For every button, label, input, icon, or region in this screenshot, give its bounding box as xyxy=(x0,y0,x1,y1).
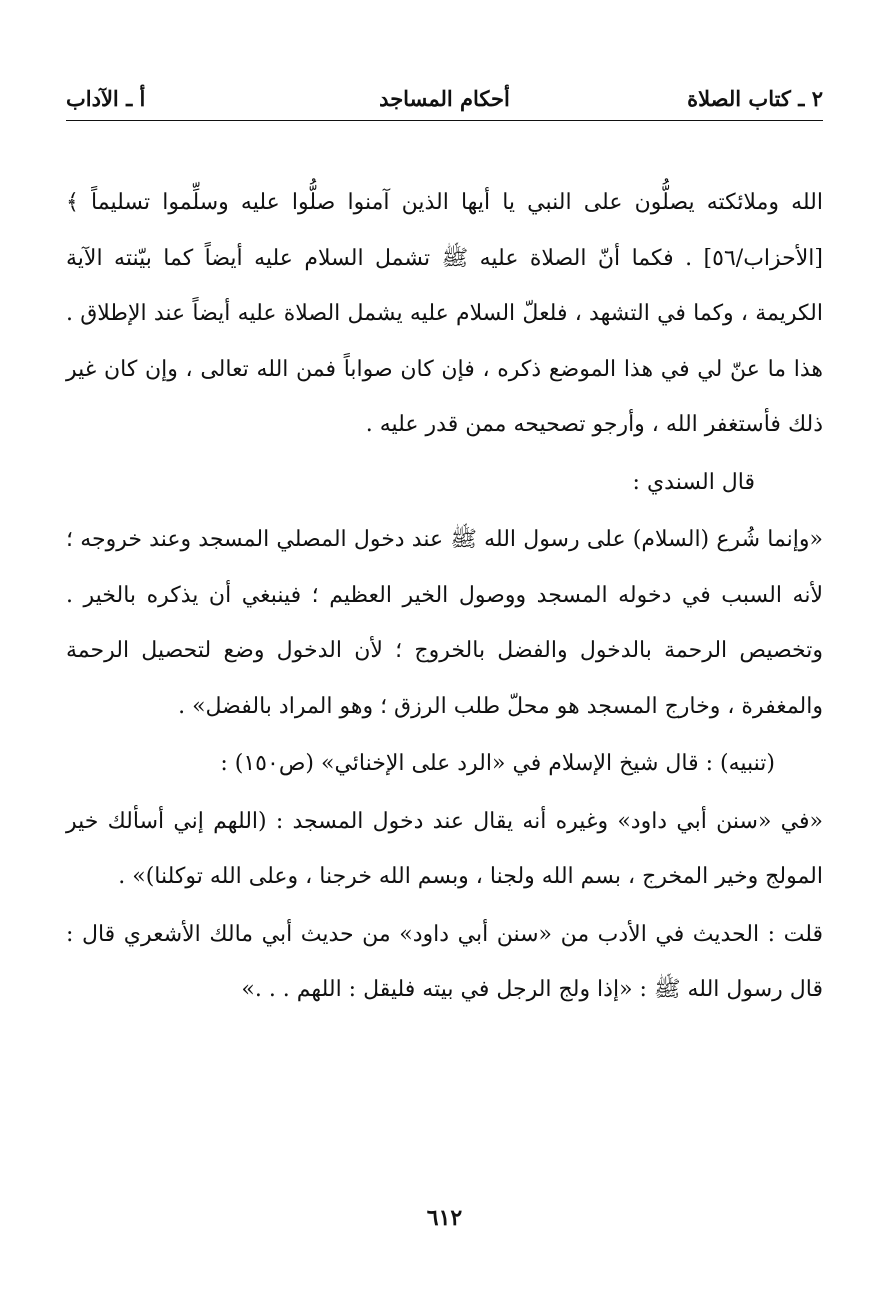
paragraph-author-comment: قلت : الحديث في الأدب من «سنن أبي داود» من حديث أبي مالك الأشعري قال : قال رسول الله ﷺ : «إذا ولج الرجل في بيته فليقل : اللهم . . .» xyxy=(66,921,823,1002)
paragraph-abu-dawud-quote: «في «سنن أبي داود» وغيره أنه يقال عند دخول المسجد : (اللهم إني أسألك خير المولج وخير المخرج ، بسم الله ولجنا ، وبسم الله خرجنا ، وعلى الله توكلنا)» . xyxy=(66,808,823,889)
paragraph-verse-discussion: الله وملائكته يصلُّون على النبي يا أيها الذين آمنوا صلُّوا عليه وسلِّموا تسليماً ﴾ [الأحزاب/٥٦] . فكما أنّ الصلاة عليه ﷺ تشمل السلام عليه أيضاً كما بيّنته الآية الكريمة ، وكما في التشهد ، فلعلّ السلام عليه يشمل الصلاة عليه أيضاً عند الإطلاق . هذا ما عنّ لي في هذا الموضع ذكره ، فإن كان صواباً فمن الله تعالى ، وإن كان غير ذلك فأستغفر الله ، وأرجو تصحيحه ممن قدر عليه . xyxy=(66,190,823,437)
header-chapter: ٢ ـ كتاب الصلاة xyxy=(687,86,823,111)
paragraph-sindi-quote: «وإنما شُرع (السلام) على رسول الله ﷺ عند دخول المصلي المسجد وعند خروجه ؛ لأنه السبب في دخوله المسجد ووصول الخير العظيم ؛ فينبغي أن يذكره بالخير . وتخصيص الرحمة بالدخول والفضل بالخروج ؛ لأن الدخول وضع لتحصيل الرحمة والمغفرة ، وخارج المسجد هو محلّ طلب الرزق ؛ وهو المراد بالفضل» . xyxy=(66,527,823,719)
header-section: أ ـ الآداب xyxy=(66,86,146,111)
paragraph-note-heading: (تنبيه) : قال شيخ الإسلام في «الرد على الإخنائي» (ص١٥٠) : xyxy=(220,751,775,776)
header-title: أحكام المساجد xyxy=(379,86,510,111)
running-header xyxy=(66,80,823,121)
paragraph-sindi-heading: قال السندي : xyxy=(632,469,755,495)
page-body xyxy=(66,175,823,1018)
page-number: ٦١٢ xyxy=(426,1205,463,1231)
